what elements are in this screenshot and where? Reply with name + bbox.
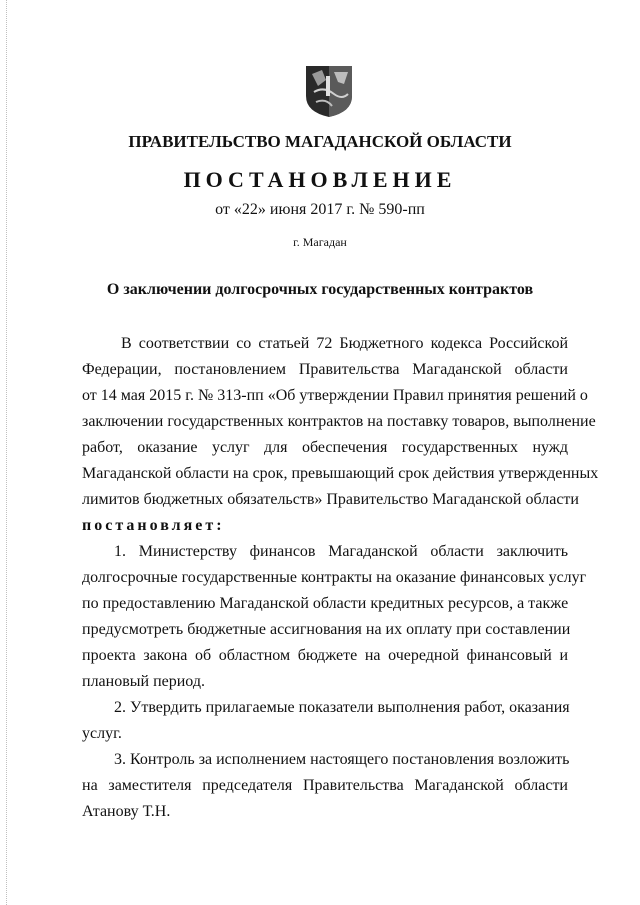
body-line: 2. Утвердить прилагаемые показатели выполнения работ, оказания	[114, 699, 570, 716]
body-line: услуг.	[82, 725, 122, 742]
body-line: по предоставлению Магаданской области кредитных ресурсов, а также	[82, 595, 569, 612]
resolution-word: постановляет:	[82, 517, 225, 534]
body-line: заключении государственных контрактов на поставку товаров, выполнение	[82, 413, 596, 430]
organization-name: ПРАВИТЕЛЬСТВО МАГАДАНСКОЙ ОБЛАСТИ	[128, 132, 512, 151]
document-type: ПОСТАНОВЛЕНИЕ	[183, 167, 457, 192]
body-line: Федерации, постановлением Правительства Магаданской области	[82, 361, 568, 378]
document-subject: О заключении долгосрочных государственных контрактов	[106, 281, 534, 298]
body-line: Атанову Т.Н.	[82, 803, 171, 820]
body-line: В соответствии со статьей 72 Бюджетного кодекса Российской	[121, 335, 568, 352]
body-line: лимитов бюджетных обязательств» Правительство Магаданской области	[82, 491, 579, 508]
document-date-number: от «22» июня 2017 г. № 590-пп	[215, 201, 425, 218]
body-line: 1. Министерству финансов Магаданской области заключить	[114, 543, 568, 560]
body-line: предусмотреть бюджетные ассигнования на их оплату при составлении	[82, 621, 571, 638]
body-line: долгосрочные государственные контракты на оказание финансовых услуг	[82, 569, 587, 586]
body-line: 3. Контроль за исполнением настоящего постановления возложить	[114, 751, 570, 768]
body-line: Магаданской области на срок, превышающий срок действия утвержденных	[82, 465, 599, 482]
body-line: на заместителя председателя Правительства Магаданской области	[82, 777, 568, 794]
body-line: работ, оказание услуг для обеспечения государственных нужд	[82, 439, 568, 456]
body-line: плановый период.	[82, 673, 205, 690]
document-city: г. Магадан	[293, 235, 347, 249]
body-line: от 14 мая 2015 г. № 313-пп «Об утверждении Правил принятия решений о	[82, 387, 588, 404]
body-line: проекта закона об областном бюджете на очередной финансовый и	[82, 647, 568, 664]
